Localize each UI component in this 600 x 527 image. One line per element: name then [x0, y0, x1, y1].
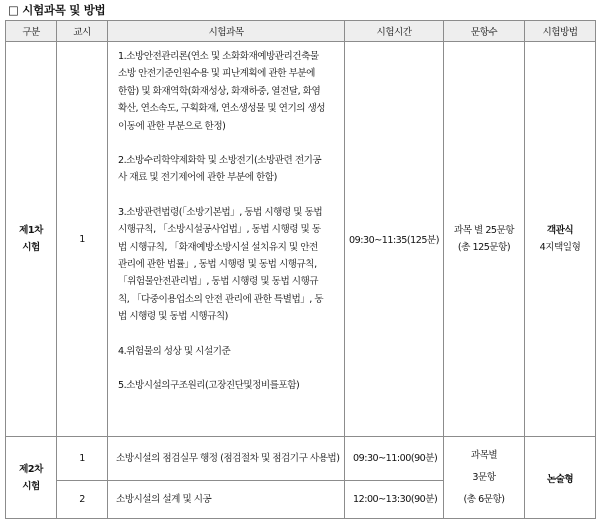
- stage1-questions: 과목 별 25문항 (총 125문항): [444, 42, 525, 437]
- subject-item: 2.소방수리학약제화학 및 소방전기(소방관련 전기공사 재료 및 전기제어에 관한 부분에 한함): [118, 155, 322, 184]
- subject-item: 3.소방관련법령(「소방기본법」, 동법 시행령 및 동법 시행규칙, 「소방시설공사업법」, 동법 시행령 및 동법 시행규칙, 「화재예방소방시설 설치유지 및 안전관리에 관한 법률」, 동법 시행령 및 동법 시행규칙, 「위험물안전관리법」, 동법 시행령 및 동법 시행규칙, 「다중이용업소의 안전 관리에 관한 특별법」, 동법 시행령 및 동법 시행규칙): [118, 206, 324, 323]
- stage1-subjects: [108, 42, 345, 437]
- stage2-period-1: 1: [57, 437, 108, 481]
- subject-item: 4.위험물의 성상 및 시설기준: [118, 345, 231, 357]
- stage2-period-2: 2: [57, 481, 108, 519]
- header-time: 시험시간: [345, 21, 444, 42]
- table-header-row: [6, 21, 596, 42]
- header-period: 교시: [57, 21, 108, 42]
- stage2-time-1: 09:30~11:00(90분): [345, 437, 444, 481]
- header-category: 구분: [6, 21, 57, 42]
- stage1-category: 제1차 시험: [6, 42, 57, 437]
- table-row-stage2-1: [6, 437, 596, 481]
- stage2-time-2: 12:00~13:30(90분): [345, 481, 444, 519]
- header-method: 시험방법: [525, 21, 596, 42]
- stage2-subject-1: 소방시설의 점검실무 행정 (점검절차 및 점검기구 사용법): [108, 437, 345, 481]
- stage2-method: 논술형: [525, 437, 596, 519]
- subject-item: 1.소방안전관리론(연소 및 소화화재예방관리건축물 소방 안전기준인원수용 및 피난계획에 관한 부분에 한함) 및 화재역학(화재성상, 화재하중, 열전달, 화염확산, 연소속도, 구획화재, 연소생성물 및 연기의 생성이동에 관한 부분으로 한정): [118, 51, 326, 132]
- section-title: □ 시험과목 및 방법: [8, 3, 106, 17]
- header-subjects: 시험과목: [108, 21, 345, 42]
- stage1-method: 객관식 4지택일형: [525, 42, 596, 437]
- subject-item: 5.소방시설의구조원리(고장진단및정비를포함): [118, 380, 300, 392]
- stage1-period: 1: [57, 42, 108, 437]
- header-questions: 문항수: [444, 21, 525, 42]
- stage1-time: 09:30~11:35(125분): [345, 42, 444, 437]
- stage2-category: 제2차 시험: [6, 437, 57, 519]
- stage2-questions: 과목별 3문항 (총 6문항): [444, 437, 525, 519]
- table-row-stage1: [6, 42, 596, 437]
- stage2-subject-2: 소방시설의 설계 및 시공: [108, 481, 345, 519]
- exam-table: [5, 20, 596, 519]
